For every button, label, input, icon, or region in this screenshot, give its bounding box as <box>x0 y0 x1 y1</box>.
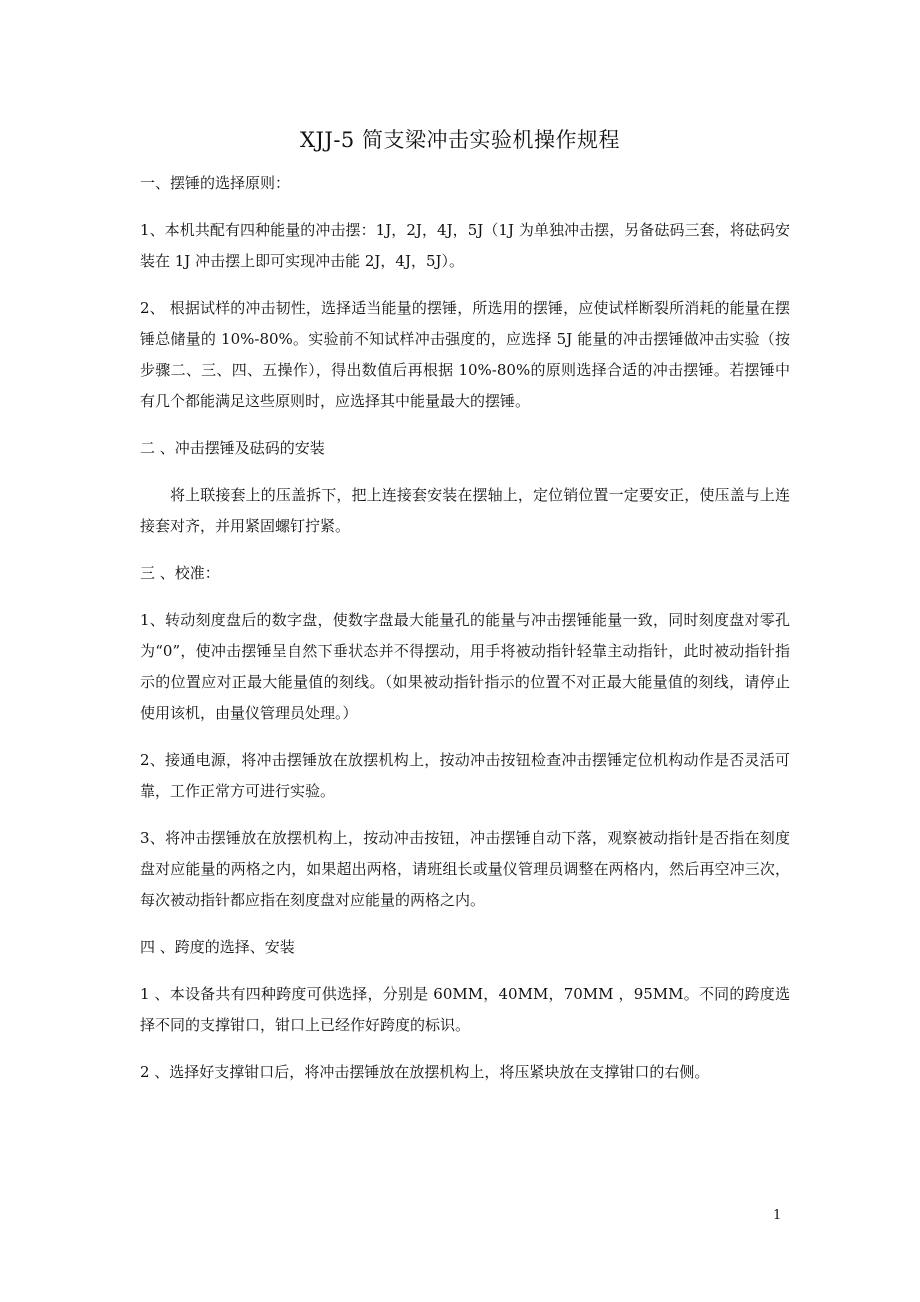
paragraph-4-1: 1 、本设备共有四种跨度可供选择，分别是 60MM，40MM，70MM ，95MM。不同的跨度选择不同的支撑钳口，钳口上已经作好跨度的标识。 <box>140 985 790 1034</box>
paragraph-3-3: 3、将冲击摆锤放在放摆机构上，按动冲击按钮，冲击摆锤自动下落，观察被动指针是否指在刻度盘对应能量的两格之内，如果超出两格，请班组长或量仪管理员调整在两格内，然后再空冲三次，每次被动指针都应指在刻度盘对应能量的两格之内。 <box>140 829 790 909</box>
section-heading-1: 一、摆锤的选择原则： <box>140 174 291 192</box>
page-number: 1 <box>773 1208 782 1223</box>
document-title: XJJ-5 简支梁冲击实验机操作规程 <box>300 128 620 152</box>
paragraph-1-2: 2、 根据试样的冲击韧性，选择适当能量的摆锤，所选用的摆锤，应使试样断裂所消耗的能量在摆锤总储量的 10%-80%。实验前不知试样冲击强度的，应选择 5J 能量的冲击摆锤做冲击实验（按步骤二、三、四、五操作），得出数值后再根据 10%-80%的原则选择合适的冲击摆锤。若摆锤中有几个都能满足这些原则时，应选择其中能量最大的摆锤。 <box>140 299 790 410</box>
paragraph-3-1: 1、转动刻度盘后的数字盘，使数字盘最大能量孔的能量与冲击摆锤能量一致，同时刻度盘对零孔为“0”，使冲击摆锤呈自然下垂状态并不得摆动，用手将被动指针轻靠主动指针，此时被动指针指示的位置应对正最大能量值的刻线。（如果被动指针指示的位置不对正最大能量值的刻线，请停止使用该机，由量仪管理员处理。） <box>140 611 790 722</box>
document-body <box>140 168 790 1104</box>
section-heading-4: 四 、跨度的选择、安装 <box>140 938 295 956</box>
section-heading-2: 二 、冲击摆锤及砝码的安装 <box>140 439 325 457</box>
paragraph-4-2: 2 、选择好支撑钳口后，将冲击摆锤放在放摆机构上，将压紧块放在支撑钳口的右侧。 <box>140 1063 710 1081</box>
section-heading-3: 三 、校准： <box>140 564 220 582</box>
paragraph-1-1: 1、本机共配有四种能量的冲击摆：1J，2J，4J，5J（1J 为单独冲击摆，另备砝码三套，将砝码安装在 1J 冲击摆上即可实现冲击能 2J，4J，5J）。 <box>140 221 790 270</box>
paragraph-2-1: 将上联接套上的压盖拆下，把上连接套安装在摆轴上，定位销位置一定要安正，使压盖与上连接套对齐，并用紧固螺钉拧紧。 <box>140 486 790 535</box>
paragraph-3-2: 2、接通电源，将冲击摆锤放在放摆机构上，按动冲击按钮检查冲击摆锤定位机构动作是否灵活可靠，工作正常方可进行实验。 <box>140 751 790 800</box>
